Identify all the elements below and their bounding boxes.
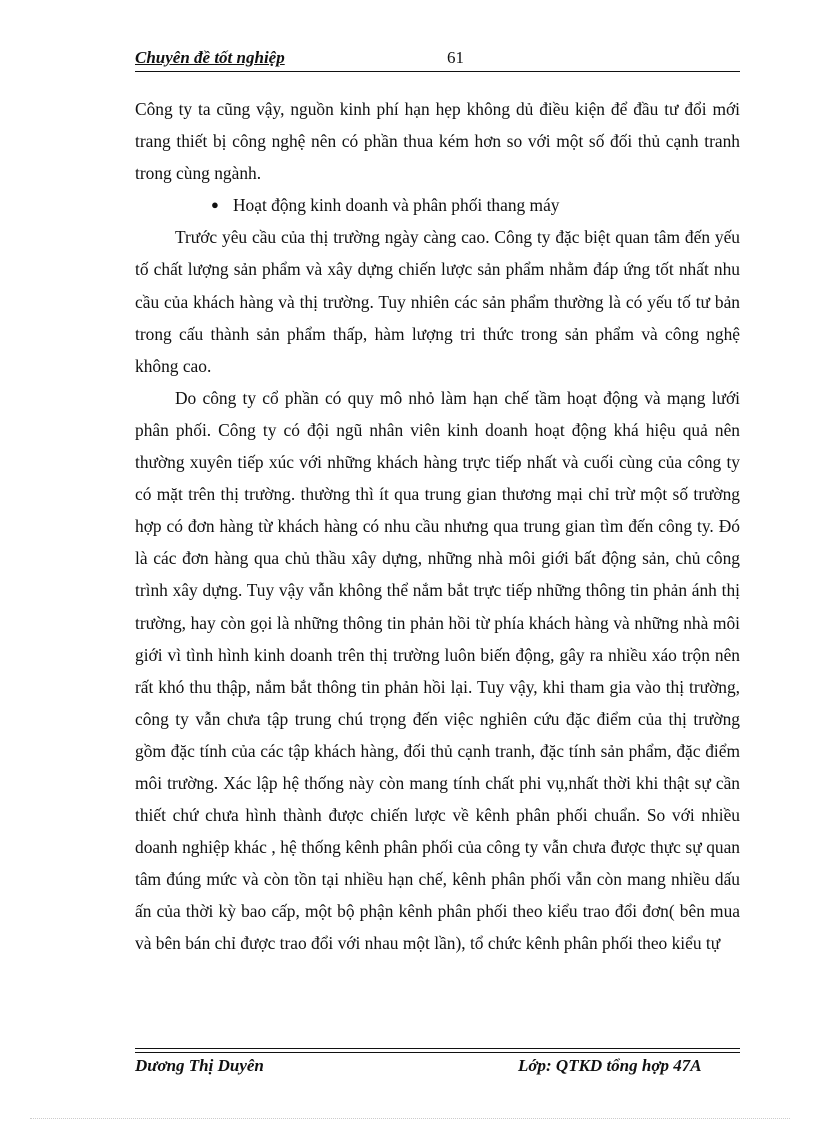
bullet-text: Hoạt động kinh doanh và phân phối thang máy xyxy=(233,195,560,216)
footer-divider xyxy=(135,1048,740,1049)
page-edge-dotted-line xyxy=(30,1118,790,1119)
paragraph-2: Trước yêu cầu của thị trường ngày càng cao. Công ty đặc biệt quan tâm đến yếu tố chất lượng sản phẩm và xây dựng chiến lược sản phẩm nhằm đáp ứng tốt nhất nhu cầu của khách hàng và thị trường. Tuy nhiên các sản phẩm thường là có yếu tố tư bản trong cấu thành sản phẩm thấp, hàm lượng tri thức trong sản phẩm và công nghệ không cao. xyxy=(135,227,740,376)
document-body xyxy=(135,93,740,960)
bullet-item xyxy=(135,189,740,221)
page-number: 61 xyxy=(447,48,464,67)
header-title: Chuyên đề tốt nghiệp xyxy=(135,48,285,67)
footer-divider-thin xyxy=(135,1052,740,1053)
footer-class: Lớp: QTKD tổng hợp 47A xyxy=(518,1056,702,1075)
footer-author: Dương Thị Duyên xyxy=(135,1056,264,1075)
bullet-dot-icon: ● xyxy=(211,197,219,213)
page-header xyxy=(135,48,740,72)
paragraph-3: Do công ty cổ phần có quy mô nhỏ làm hạn chế tầm hoạt động và mạng lưới phân phối. Công ty có đội ngũ nhân viên kinh doanh hoạt động khá hiệu quả nên thường xuyên tiếp xúc với những khách hàng trực tiếp nhất và cuối cùng của công ty có mặt trên thị trường. thường thì ít qua trung gian thương mại chỉ trừ một số trường hợp có đơn hàng từ khách hàng có nhu cầu nhưng qua trung gian tìm đến công ty. Đó là các đơn hàng qua chủ thầu xây dựng, những nhà môi giới bất động sản, chủ công trình xây dựng. Tuy vậy vẫn không thể nắm bắt trực tiếp những thông tin phản ánh thị trường, hay còn gọi là những thông tin phản hồi từ phía khách hàng và những nhà môi giới vì tình hình kinh doanh trên thị trường luôn biến động, gây ra nhiều xáo trộn nên rất khó thu thập, nắm bắt thông tin phản hồi lại. Tuy vậy, khi tham gia vào thị trường, công ty vẫn chưa tập trung chú trọng đến việc nghiên cứu đặc điểm của thị trường gồm đặc tính của các tập khách hàng, đối thủ cạnh tranh, đặc tính sản phẩm, đặc điểm môi trường. Xác lập hệ thống này còn mang tính chất phi vụ,nhất thời khi thật sự cần thiết chứ chưa hình thành được chiến lược về kênh phân phối chuẩn. So với nhiều doanh nghiệp khác , hệ thống kênh phân phối của công ty vẫn chưa được thực sự quan tâm đúng mức và còn tồn tại nhiều hạn chế, kênh phân phối vẫn còn mang nhiều dấu ấn của thời kỳ bao cấp, một bộ phận kênh phân phối theo kiểu trao đổi đơn( bên mua và bên bán chỉ được trao đổi với nhau một lần), tổ chức kênh phân phối theo kiểu tự xyxy=(135,387,740,954)
paragraph-1: Công ty ta cũng vậy, nguồn kinh phí hạn hẹp không dủ điều kiện để đầu tư đổi mới trang thiết bị công nghệ nên có phần thua kém hơn so với một số đối thủ cạnh tranh trong cùng ngành. xyxy=(135,99,740,184)
header-divider xyxy=(135,71,740,72)
